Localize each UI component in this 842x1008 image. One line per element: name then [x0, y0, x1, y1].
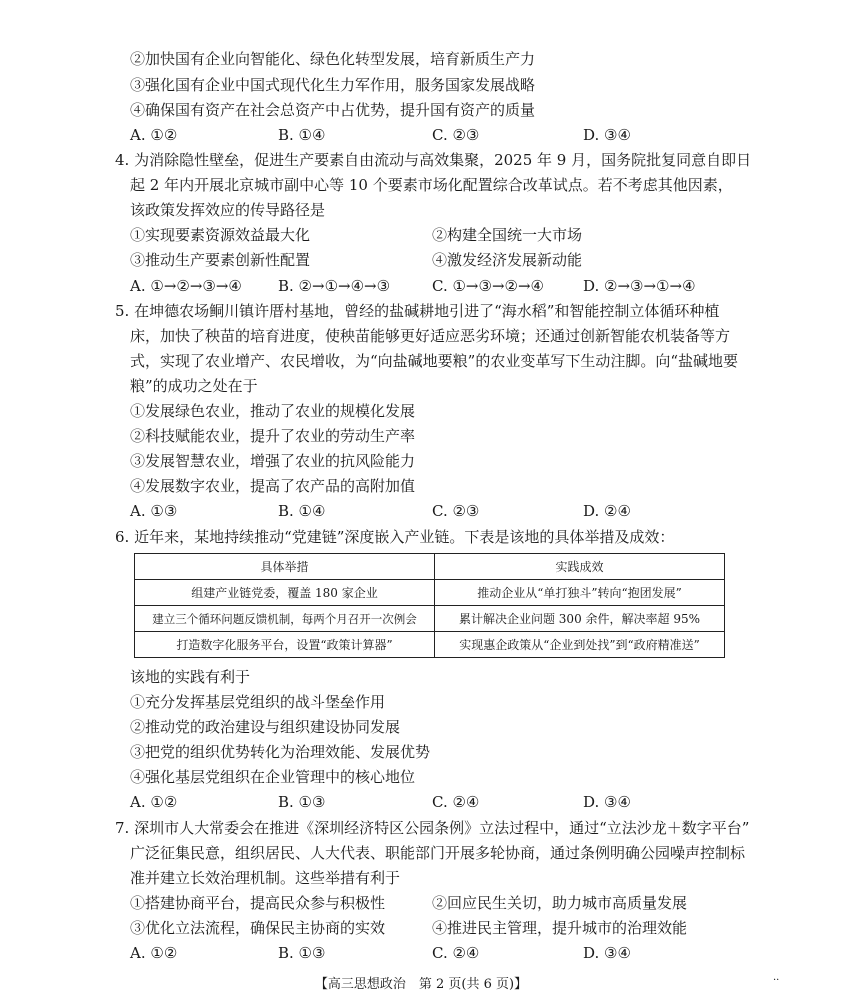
q3-item-3: ③强化国有企业中国式现代化生力军作用，服务国家发展战略 [130, 76, 536, 94]
q5-stem-line-2: 床，加快了秧苗的培育进度，使秧苗能够更好适应恶劣环境；还通过创新智能农机装备等方 [130, 327, 731, 345]
q6-lead: 该地的实践有利于 [130, 668, 251, 686]
table-row [135, 606, 725, 632]
table-header-row [135, 554, 725, 580]
q4-item-3: ③推动生产要素创新性配置 [130, 251, 311, 269]
q5-item-4: ④发展数字农业，提高了农产品的高附加值 [130, 477, 416, 495]
q5-stem-line-1: 5. 在坤德农场鲖川镇许厝村基地，曾经的盐碱耕地引进了“海水稻”和智能控制立体循环种植 [115, 302, 720, 320]
q6-option-c[interactable]: C. ②④ [432, 793, 480, 811]
table-row [135, 632, 725, 658]
q5-option-a[interactable]: A. ①③ [130, 502, 178, 520]
q7-item-1: ①搭建协商平台，提高民众参与积极性 [130, 894, 386, 912]
page-footer: 【高三思想政治 第 2 页(共 6 页)】 [314, 977, 528, 992]
q3-item-4: ④确保国有资产在社会总资产中占优势，提升国有资产的质量 [130, 101, 536, 119]
q5-item-3: ③发展智慧农业，增强了农业的抗风险能力 [130, 452, 416, 470]
q4-item-2: ②构建全国统一大市场 [432, 226, 583, 244]
q5-option-d[interactable]: D. ②④ [583, 502, 631, 520]
q6-stem: 6. 近年来，某地持续推动“党建链”深度嵌入产业链。下表是该地的具体举措及成效： [115, 528, 675, 546]
q6-measures-table [134, 553, 725, 658]
q6-item-2: ②推动党的政治建设与组织建设协同发展 [130, 718, 401, 736]
q7-item-2: ②回应民生关切，助力城市高质量发展 [432, 894, 688, 912]
table-header-cell: 具体举措 [135, 554, 435, 580]
q4-stem-line-3: 该政策发挥效应的传导路径是 [130, 201, 326, 219]
q3-option-b[interactable]: B. ①④ [278, 126, 326, 144]
q4-option-d[interactable]: D. ②→③→①→④ [583, 277, 696, 295]
q5-option-b[interactable]: B. ①④ [278, 502, 326, 520]
q3-option-a[interactable]: A. ①② [130, 126, 178, 144]
q6-option-b[interactable]: B. ①③ [278, 793, 326, 811]
q5-stem-line-4: 粮”的成功之处在于 [130, 377, 258, 395]
q5-option-c[interactable]: C. ②③ [432, 502, 480, 520]
q7-option-d[interactable]: D. ③④ [583, 944, 631, 962]
q7-item-4: ④推进民主管理，提升城市的治理效能 [432, 919, 688, 937]
q3-option-c[interactable]: C. ②③ [432, 126, 480, 144]
q7-stem-line-2: 广泛征集民意，组织居民、人大代表、职能部门开展多轮协商，通过条例明确公园噪声控制标 [130, 844, 746, 862]
q3-option-d[interactable]: D. ③④ [583, 126, 631, 144]
q5-stem-line-3: 式，实现了农业增产、农民增收，为“向盐碱地要粮”的农业变革写下生动注脚。向“盐碱地要 [130, 352, 739, 370]
table-cell: 打造数字化服务平台，设置“政策计算器” [135, 632, 435, 658]
table-cell: 推动企业从“单打独斗”转向“抱团发展” [435, 580, 725, 606]
q4-item-4: ④激发经济发展新动能 [432, 251, 583, 269]
q7-option-c[interactable]: C. ②④ [432, 944, 480, 962]
q4-option-a[interactable]: A. ①→②→③→④ [130, 277, 242, 295]
q4-stem-line-2: 起 2 年内开展北京城市副中心等 10 个要素市场化配置综合改革试点。若不考虑其他因素， [130, 176, 733, 194]
q7-item-3: ③优化立法流程，确保民主协商的实效 [130, 919, 386, 937]
q4-stem-line-1: 4. 为消除隐性壁垒，促进生产要素自由流动与高效集聚，2025 年 9 月，国务院批复同意自即日 [115, 151, 752, 169]
q4-option-b[interactable]: B. ②→①→④→③ [278, 277, 391, 295]
q7-stem-line-1: 7. 深圳市人大常委会在推进《深圳经济特区公园条例》立法过程中，通过“立法沙龙＋数字平台” [115, 819, 750, 837]
q7-stem-line-3: 准并建立长效治理机制。这些举措有利于 [130, 869, 401, 887]
q7-option-a[interactable]: A. ①② [130, 944, 178, 962]
q5-item-1: ①发展绿色农业，推动了农业的规模化发展 [130, 402, 416, 420]
q3-item-2: ②加快国有企业向智能化、绿色化转型发展，培育新质生产力 [130, 50, 536, 68]
q6-item-3: ③把党的组织优势转化为治理效能、发展优势 [130, 743, 431, 761]
q5-item-2: ②科技赋能农业，提升了农业的劳动生产率 [130, 427, 416, 445]
q4-option-c[interactable]: C. ①→③→②→④ [432, 277, 544, 295]
corner-mark: ·· [773, 975, 780, 986]
table-row [135, 580, 725, 606]
q7-option-b[interactable]: B. ①③ [278, 944, 326, 962]
q6-item-4: ④强化基层党组织在企业管理中的核心地位 [130, 768, 416, 786]
table-cell: 累计解决企业问题 300 余件，解决率超 95% [435, 606, 725, 632]
q6-item-1: ①充分发挥基层党组织的战斗堡垒作用 [130, 693, 386, 711]
q6-option-a[interactable]: A. ①② [130, 793, 178, 811]
table-header-cell: 实践成效 [435, 554, 725, 580]
q6-option-d[interactable]: D. ③④ [583, 793, 631, 811]
table-cell: 实现惠企政策从“企业到处找”到“政府精准送” [435, 632, 725, 658]
q4-item-1: ①实现要素资源效益最大化 [130, 226, 311, 244]
table-cell: 建立三个循环问题反馈机制，每两个月召开一次例会 [135, 606, 435, 632]
table-cell: 组建产业链党委，覆盖 180 家企业 [135, 580, 435, 606]
